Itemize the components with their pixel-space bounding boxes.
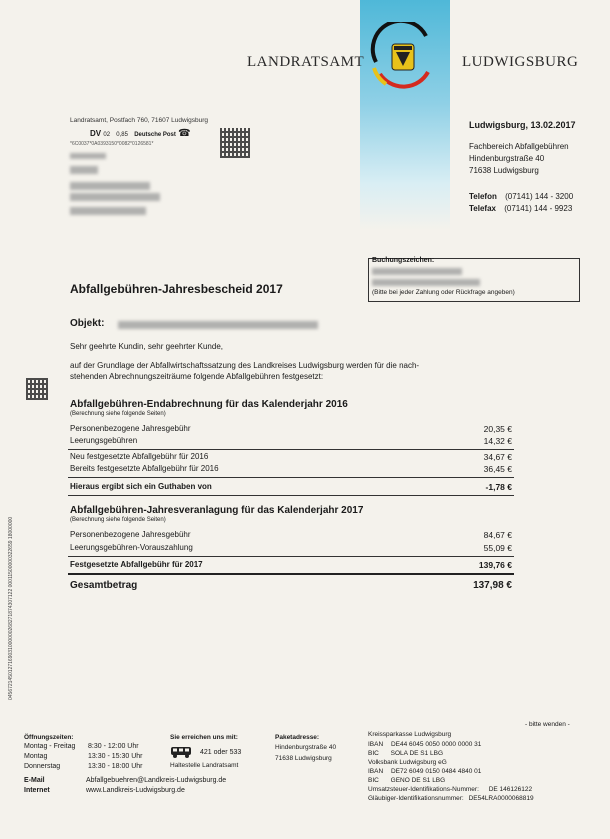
email-link[interactable]: Abfallgebuehren@Landkreis-Ludwigsburg.de	[86, 777, 227, 784]
phone-label: Telefon	[469, 192, 497, 201]
postage-dv: DV	[90, 129, 102, 138]
postage-mark	[90, 128, 191, 139]
document-title: Abfallgebühren-Jahresbescheid 2017	[70, 282, 283, 296]
office-department: Fachbereich Abfallgebühren	[469, 142, 569, 151]
district-crest-logo	[366, 22, 440, 92]
bus-icon	[170, 746, 192, 759]
letterhead-left-word: LANDRATSAMT	[247, 54, 365, 70]
redacted-booking-number	[372, 279, 480, 286]
bank1-iban	[368, 741, 481, 748]
fax-number: (07141) 144 - 9923	[504, 204, 573, 213]
vat-value: DE 146126122	[488, 786, 533, 793]
vat-label: Umsatzsteuer-Identifikations-Nummer:	[368, 786, 479, 793]
section1-row-label: Bereits festgesetzte Abfallgebühr für 2016	[70, 464, 219, 473]
divider-line	[68, 477, 514, 478]
section1-row-amount: 36,45 €	[483, 464, 512, 474]
section2-result-amount: 139,76 €	[478, 560, 512, 570]
total-amount: 137,98 €	[473, 580, 512, 591]
iban-value: DE72 6049 0150 0484 4840 01	[390, 768, 482, 775]
divider-line	[68, 449, 514, 450]
hours-time: 8:30 - 12:00 Uhr	[88, 743, 139, 750]
office-city: 71638 Ludwigsburg	[469, 166, 539, 175]
section1-note: (Berechnung siehe folgende Seiten)	[70, 411, 166, 417]
side-code: 0456721450127169031000000268271874307122 00011500000322659 18000000	[8, 516, 14, 700]
creditor-value: DE54LRA0000068819	[468, 795, 534, 802]
bank1-name: Kreissparkasse Ludwigsburg	[368, 731, 452, 738]
bank2-bic	[368, 777, 445, 784]
divider-line	[68, 556, 514, 557]
redacted-recipient-line	[70, 182, 150, 190]
postage-carrier: Deutsche Post	[134, 132, 176, 138]
section1-row-label: Neu festgesetzte Abfallgebühr für 2016	[70, 452, 209, 461]
redacted-recipient-line	[70, 166, 98, 174]
hours-time: 13:30 - 15:30 Uhr	[88, 753, 143, 760]
iban-label: IBAN	[368, 741, 384, 748]
office-street: Hindenburgstraße 40	[469, 154, 545, 163]
total-label: Gesamtbetrag	[70, 580, 138, 591]
website-link[interactable]: www.Landkreis-Ludwigsburg.de	[86, 787, 185, 794]
creditor-id	[368, 795, 534, 802]
phone-number: (07141) 144 - 3200	[505, 192, 574, 201]
postage-code: 02	[103, 132, 111, 138]
fax-label: Telefax	[469, 204, 496, 213]
iban-value: DE44 6045 0050 0000 0000 31	[390, 741, 482, 748]
bank2-name: Volksbank Ludwigsburg eG	[368, 759, 447, 766]
turn-page-note: - bitte wenden -	[525, 721, 570, 728]
bic-value: GENO DE S1 LBG	[390, 777, 446, 784]
section1-result-label: Hieraus ergibt sich ein Guthaben von	[70, 482, 212, 491]
internet-label: Internet	[24, 787, 50, 794]
bus-lines: 421 oder 533	[200, 749, 242, 756]
section2-heading: Abfallgebühren-Jahresveranlagung für das Kalenderjahr 2017	[70, 505, 364, 516]
bank2-iban	[368, 768, 481, 775]
divider-line	[68, 573, 514, 575]
redacted-booking-number	[372, 268, 462, 275]
section1-row-amount: 14,32 €	[483, 436, 512, 446]
intro-line-1: auf der Grundlage der Abfallwirtschaftssatzung des Landkreises Ludwigsburg werden für die nach-	[70, 361, 420, 370]
post-horn-icon: ☎	[178, 128, 191, 139]
redacted-object-address	[118, 321, 318, 329]
booking-hint: (Bitte bei jeder Zahlung oder Rückfrage angeben)	[372, 289, 515, 296]
intro-line-2: stehenden Abrechnungszeiträume folgende Abfallgebühren festgesetzt:	[70, 372, 324, 381]
parcel-city: 71638 Ludwigsburg	[275, 755, 332, 762]
bic-label: BIC	[368, 777, 379, 784]
hours-title: Öffnungszeiten:	[24, 734, 74, 741]
iban-label: IBAN	[368, 768, 384, 775]
bic-value: SOLA DE S1 LBG	[390, 750, 444, 757]
section2-row-amount: 84,67 €	[483, 530, 512, 540]
document-matrix-code	[26, 378, 48, 400]
section1-row-amount: 20,35 €	[483, 424, 512, 434]
letterhead-right-word: LUDWIGSBURG	[462, 54, 579, 70]
section2-row-label: Personenbezogene Jahresgebühr	[70, 530, 191, 539]
object-label: Objekt:	[70, 318, 105, 329]
booking-label: Buchungszeichen:	[372, 257, 435, 264]
divider-line	[68, 495, 514, 496]
section2-result-label: Festgesetzte Abfallgebühr für 2017	[70, 560, 203, 569]
office-fax	[469, 204, 572, 213]
salutation: Sehr geehrte Kundin, sehr geehrter Kunde,	[70, 342, 223, 351]
parcel-street: Hindenburgstraße 40	[275, 744, 337, 751]
bank1-bic	[368, 750, 443, 757]
parcel-title: Paketadresse:	[275, 734, 320, 741]
redacted-recipient-line	[70, 207, 146, 215]
office-phone	[469, 192, 573, 201]
section2-row-label: Leerungsgebühren-Vorauszahlung	[70, 543, 193, 552]
hours-time: 13:30 - 18:00 Uhr	[88, 763, 143, 770]
bic-label: BIC	[368, 750, 379, 757]
sender-line: Landratsamt, Postfach 760, 71607 Ludwigsburg	[70, 117, 209, 124]
postage-matrix-code	[220, 128, 250, 158]
section1-row-label: Leerungsgebühren	[70, 436, 138, 445]
hours-days: Montag - Freitag	[24, 743, 76, 750]
section1-result-amount: -1,78 €	[485, 482, 512, 492]
section2-note: (Berechnung siehe folgende Seiten)	[70, 517, 166, 523]
postage-barcode-text: *6C0037*0A0393150*0082*0126581*	[70, 141, 154, 147]
hours-days: Donnerstag	[24, 763, 61, 770]
section1-row-amount: 34,67 €	[483, 452, 512, 462]
reach-title: Sie erreichen uns mit:	[170, 734, 238, 741]
redacted-recipient-line	[70, 153, 106, 159]
postage-price: 0,85	[116, 132, 128, 138]
email-label: E-Mail	[24, 777, 45, 784]
vat-id	[368, 786, 532, 793]
section1-heading: Abfallgebühren-Endabrechnung für das Kalenderjahr 2016	[70, 399, 348, 410]
bus-stop: Haltestelle Landratsamt	[170, 762, 239, 769]
creditor-label: Gläubiger-Identifikationsnummer:	[368, 795, 464, 802]
redacted-recipient-line	[70, 193, 160, 201]
section1-row-label: Personenbezogene Jahresgebühr	[70, 424, 191, 433]
hours-days: Montag	[24, 753, 48, 760]
date-line: Ludwigsburg, 13.02.2017	[469, 120, 576, 130]
section2-row-amount: 55,09 €	[483, 543, 512, 553]
